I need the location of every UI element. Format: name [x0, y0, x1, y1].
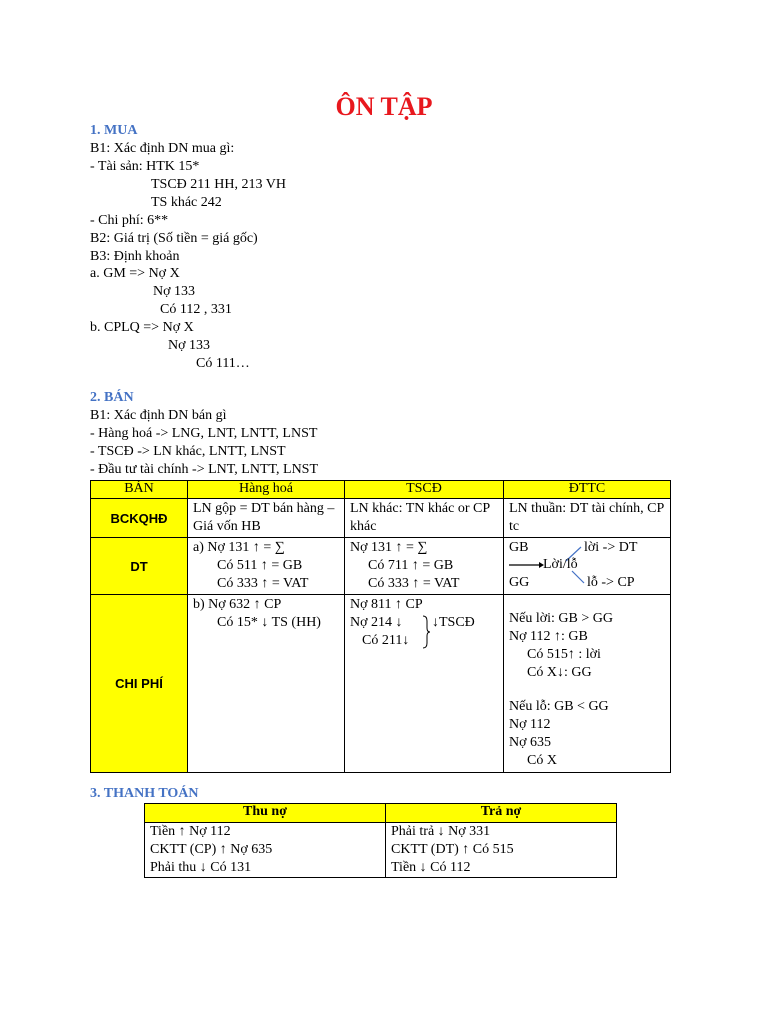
- text-line: B2: Giá trị (Số tiền = giá gốc): [90, 231, 258, 246]
- diagram-gg: GG: [509, 575, 530, 590]
- text-line: B3: Định khoản: [90, 249, 180, 264]
- tscd-group: [350, 614, 498, 650]
- cell-line: Có 333 ↑ = VAT: [217, 576, 309, 591]
- table-header: Trả nợ: [386, 804, 617, 823]
- text-line: - Chi phí: 6**: [90, 213, 169, 228]
- section-heading-ban: 2. BÁN: [90, 390, 134, 405]
- cell-line: Có 511 ↑ = GB: [217, 558, 303, 573]
- table-header: BÁN: [91, 481, 188, 499]
- diagram-lo-cp: lỗ -> CP: [587, 575, 635, 590]
- text-line: TS khác 242: [151, 195, 222, 210]
- text-line: a. GM => Nợ X: [90, 266, 180, 281]
- cell-line: CKTT (CP) ↑ Nợ 635: [150, 842, 273, 857]
- text-line: B1: Xác định DN mua gì:: [90, 141, 235, 156]
- cell-line: Nợ 112 ↑: GB: [509, 629, 588, 644]
- table-cell: [345, 538, 504, 595]
- text-line: Nợ 133: [168, 338, 211, 353]
- cell-line: Phải trả ↓ Nợ 331: [391, 824, 491, 839]
- table-cell: [345, 595, 504, 773]
- text-line: - Tài sản: HTK 15*: [90, 159, 200, 174]
- table-header: Thu nợ: [145, 804, 386, 823]
- brace-icon: [422, 615, 430, 649]
- table-header: ĐTTC: [504, 481, 671, 499]
- cell-line: Có X↓: GG: [527, 665, 592, 680]
- cell-line: Nếu lỗ: GB < GG: [509, 699, 609, 714]
- cell-line: Có 211↓: [362, 633, 410, 648]
- table-header: Hàng hoá: [188, 481, 345, 499]
- page-title: ÔN TẬP: [335, 92, 433, 121]
- row-label: DT: [91, 538, 188, 595]
- cell-line: Có 15* ↓ TS (HH): [217, 615, 321, 630]
- cell-line: Tiền ↑ Nợ 112: [150, 824, 231, 839]
- cell-line: Nợ 214 ↓: [350, 615, 403, 630]
- cell-line: Nợ 131 ↑ = ∑: [350, 540, 428, 555]
- cell-line: Tiền ↓ Có 112: [391, 860, 471, 875]
- text-line: Có 111…: [196, 356, 250, 371]
- text-line: - Hàng hoá -> LNG, LNT, LNTT, LNST: [90, 426, 318, 441]
- text-line: B1: Xác định DN bán gì: [90, 408, 227, 423]
- table-cell: LN gộp = DT bán hàng – Giá vốn HB: [188, 499, 345, 538]
- table-header: TSCĐ: [345, 481, 504, 499]
- cell-line: Nếu lời: GB > GG: [509, 611, 613, 626]
- cell-line: Nợ 811 ↑ CP: [350, 597, 423, 612]
- table-cell: [188, 538, 345, 595]
- text-line: Nợ 133: [153, 284, 196, 299]
- table-cell: LN thuần: DT tài chính, CP tc: [504, 499, 671, 538]
- section-heading-thanh-toan: 3. THANH TOÁN: [90, 786, 199, 801]
- cell-line: Nợ 112: [509, 717, 551, 732]
- diagram-gb: GB: [509, 540, 529, 555]
- sales-table: [90, 480, 671, 773]
- cell-line: Có 333 ↑ = VAT: [368, 576, 460, 591]
- cell-line: a) Nợ 131 ↑ = ∑: [193, 540, 285, 555]
- text-line: Có 112 , 331: [160, 302, 232, 317]
- profit-loss-diagram: [509, 539, 665, 591]
- table-cell: [504, 595, 671, 773]
- cell-line: ↓TSCĐ: [432, 615, 475, 630]
- table-cell: [145, 823, 386, 878]
- cell-line: Có 515↑ : lời: [527, 647, 601, 662]
- cell-line: CKTT (DT) ↑ Có 515: [391, 842, 514, 857]
- cell-line: Phải thu ↓ Có 131: [150, 860, 252, 875]
- diagram-loi-dt: lời -> DT: [584, 540, 638, 555]
- table-cell: [386, 823, 617, 878]
- table-cell: [504, 538, 671, 595]
- cell-line: b) Nợ 632 ↑ CP: [193, 597, 282, 612]
- row-label: BCKQHĐ: [91, 499, 188, 538]
- payment-table: [144, 803, 617, 878]
- cell-line: Có X: [527, 753, 557, 768]
- cell-line: Nợ 635: [509, 735, 552, 750]
- section-heading-mua: 1. MUA: [90, 123, 138, 138]
- table-cell: LN khác: TN khác or CP khác: [345, 499, 504, 538]
- diagram-loi-lo: Lời/lỗ: [543, 557, 578, 572]
- cell-line: Có 711 ↑ = GB: [368, 558, 454, 573]
- text-line: - TSCĐ -> LN khác, LNTT, LNST: [90, 444, 286, 459]
- text-line: b. CPLQ => Nợ X: [90, 320, 194, 335]
- row-label: CHI PHÍ: [91, 595, 188, 773]
- text-line: - Đầu tư tài chính -> LNT, LNTT, LNST: [90, 462, 319, 477]
- table-cell: [188, 595, 345, 773]
- text-line: TSCĐ 211 HH, 213 VH: [151, 177, 286, 192]
